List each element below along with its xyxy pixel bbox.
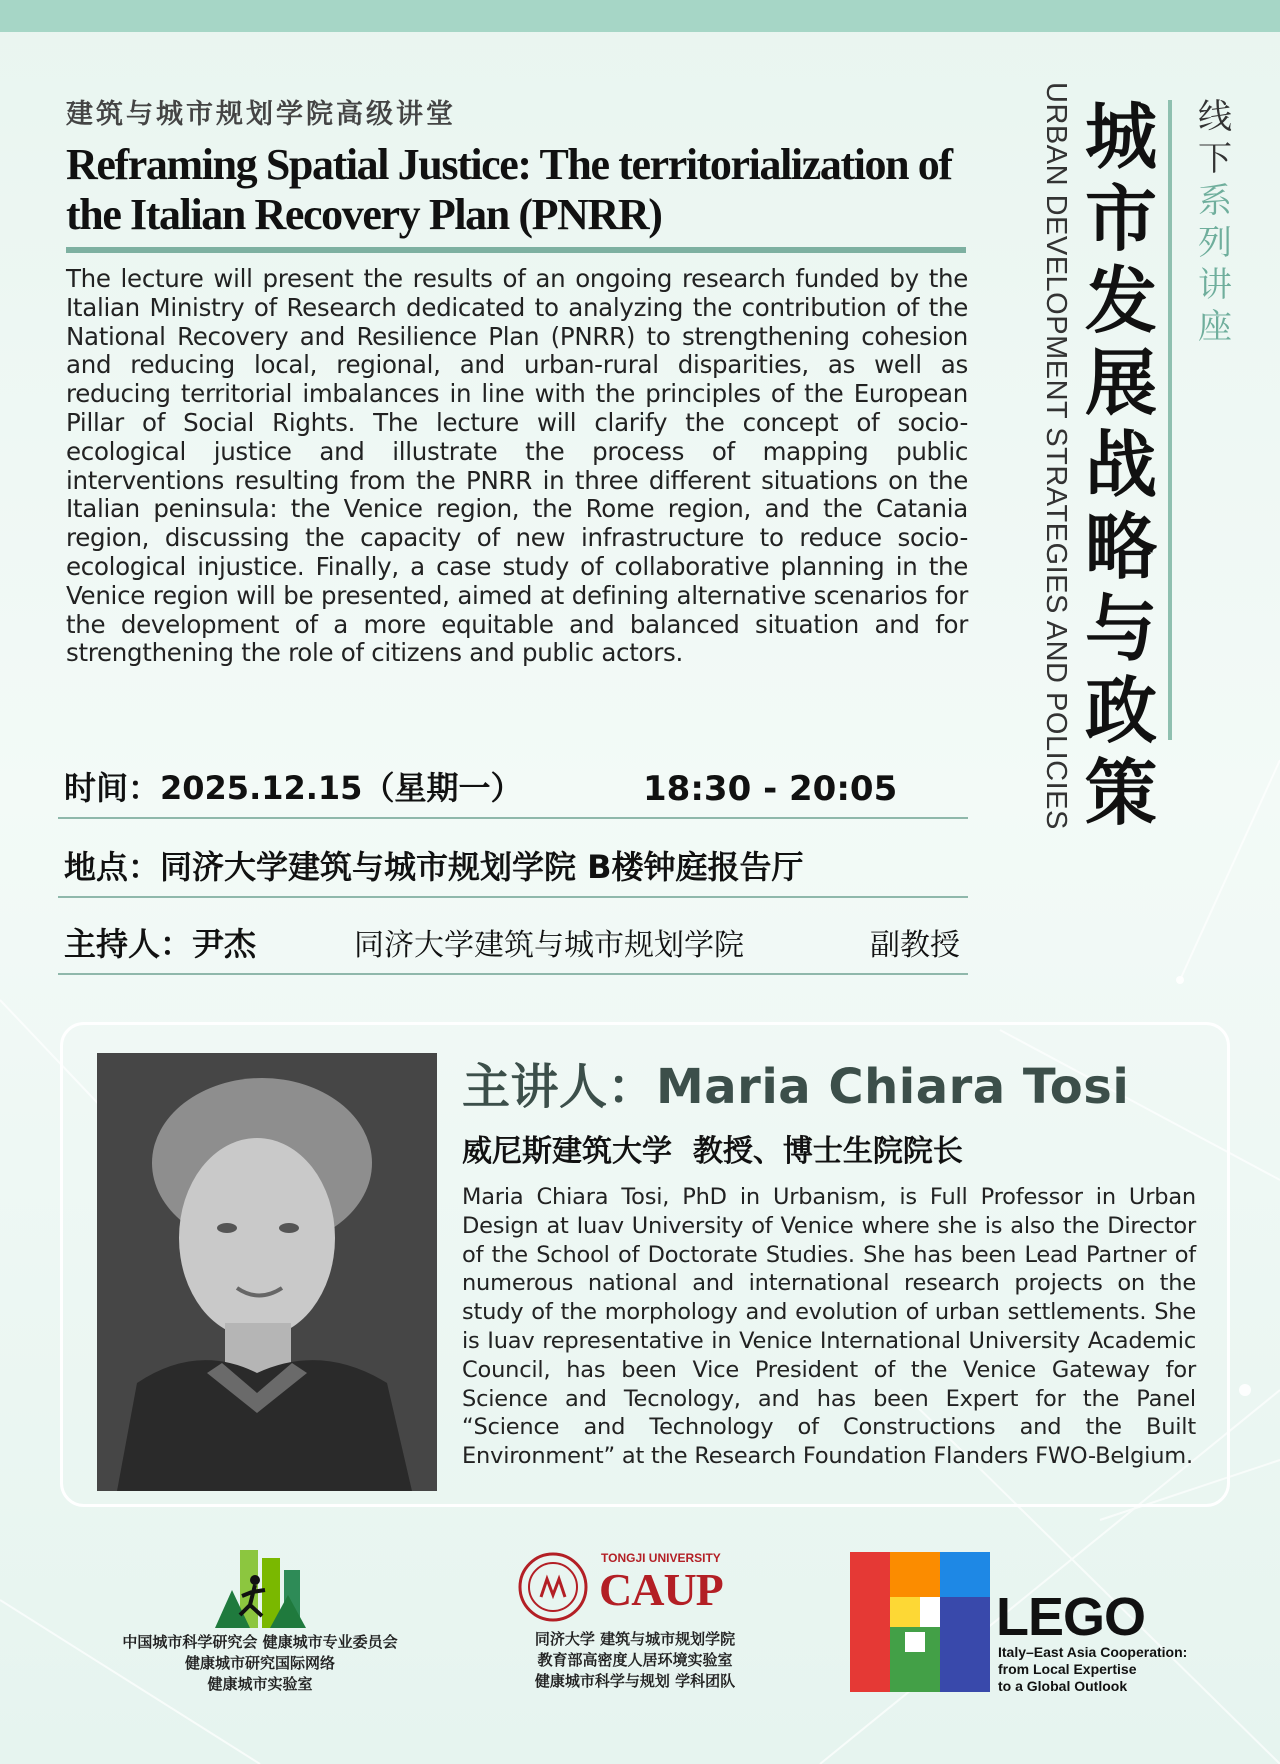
time-range: 18:30 - 20:05	[643, 769, 898, 809]
speaker-affiliation: 威尼斯建筑大学 教授、博士生院院长	[462, 1134, 963, 1169]
healthy-city-caption-1: 中国城市科学研究会 健康城市专业委员会	[122, 1633, 398, 1651]
series-tag-first: 线下	[1198, 97, 1232, 179]
lego-tagline-2: from Local Expertise	[998, 1661, 1137, 1677]
healthy-city-emblem-icon	[210, 1550, 310, 1628]
speaker-bio: Maria Chiara Tosi, PhD in Urbanism, is Full Professor in Urban Design at Iuav University of Venice where she is also the Director of the School of Doctorate Studies. She has been Lead Partner of numerous national and international research projects on the study of the morphology and evolution of urban settlements. She is Iuav representative in Venice International University Academic Council, has been Vice President of the Venice Gateway for Science and Tecnology, and has been Expert for the Panel “Science and Technology of Constructions and the Built Environment” at the Research Foundation Flanders FWO-Belgium.	[462, 1184, 1196, 1470]
series-title-en: URBAN DEVELOPMENT STRATEGIES AND POLICIES	[1040, 82, 1072, 830]
host-label: 主持人：尹杰	[64, 925, 257, 963]
lego-tagline-3: to a Global Outlook	[998, 1678, 1128, 1694]
lecture-abstract: The lecture will present the results of an ongoing research funded by the Italian Ministry of Research dedicated to analyzing the contribution of the National Recovery and Resilience Plan (PNRR) to strengthening cohesion and reducing local, regional, and urban-rural disparities, as well as reducing territorial imbalances in line with the principles of the European Pillar of Social Rights. The lecture will clarify the concept of socio-ecological justice and illustrate the process of mapping public interventions resulting from the PNRR in three different situations on the Italian peninsula: the Venice region, the Rome region, and the Catania region, discussing the capacity of new infrastructure to reduce socio-ecological injustice. Finally, a case study of collaborative planning in the Venice region will be presented, aimed at defining alternative scenarios for the development of a more equitable and balanced situation and for strengthening the role of citizens and public actors.	[66, 264, 968, 668]
caup-caption-1: 同济大学 建筑与城市规划学院	[534, 1630, 736, 1648]
caup-caption-2: 教育部高密度人居环境实验室	[537, 1651, 733, 1669]
time-label: 时间：2025.12.15（星期一）	[64, 769, 523, 807]
caup-university-name: TONGJI UNIVERSITY	[601, 1551, 721, 1565]
caup-logo	[505, 1545, 765, 1692]
series-title-cn: 城市发展战略与政策	[1084, 95, 1157, 835]
lecture-title: Reframing Spatial Justice: The territorialization of the Italian Recovery Plan (PNRR)	[66, 140, 952, 239]
host-row	[58, 913, 968, 975]
speaker-photo	[97, 1053, 437, 1491]
lego-tagline-1: Italy–East Asia Cooperation:	[998, 1644, 1188, 1660]
top-bar	[0, 0, 1280, 32]
caup-caption-3: 健康城市科学与规划 学科团队	[534, 1672, 736, 1690]
title-divider	[66, 247, 966, 253]
caup-wordmark: CAUP	[599, 1564, 723, 1615]
place-row	[58, 836, 968, 898]
speaker-name: 主讲人：Maria Chiara Tosi	[462, 1059, 1130, 1115]
series-tag	[1195, 96, 1235, 348]
host-title: 副教授	[870, 928, 960, 963]
series-tag-rest: 系列讲座	[1198, 181, 1232, 347]
host-affiliation: 同济大学建筑与城市规划学院	[354, 928, 744, 963]
healthy-city-caption-3: 健康城市实验室	[207, 1675, 313, 1693]
healthy-city-caption-2: 健康城市研究国际网络	[184, 1654, 335, 1672]
series-divider	[1168, 100, 1172, 740]
lego-wordmark: LEGO	[996, 1587, 1146, 1647]
tongji-seal-icon	[517, 1551, 589, 1623]
healthy-city-logo	[92, 1550, 428, 1695]
time-row	[58, 757, 968, 819]
lego-cube-icon	[850, 1552, 990, 1692]
place-label: 地点：同济大学建筑与城市规划学院 B楼钟庭报告厅	[64, 848, 804, 886]
lecture-series-subtitle: 建筑与城市规划学院高级讲堂	[66, 99, 456, 130]
